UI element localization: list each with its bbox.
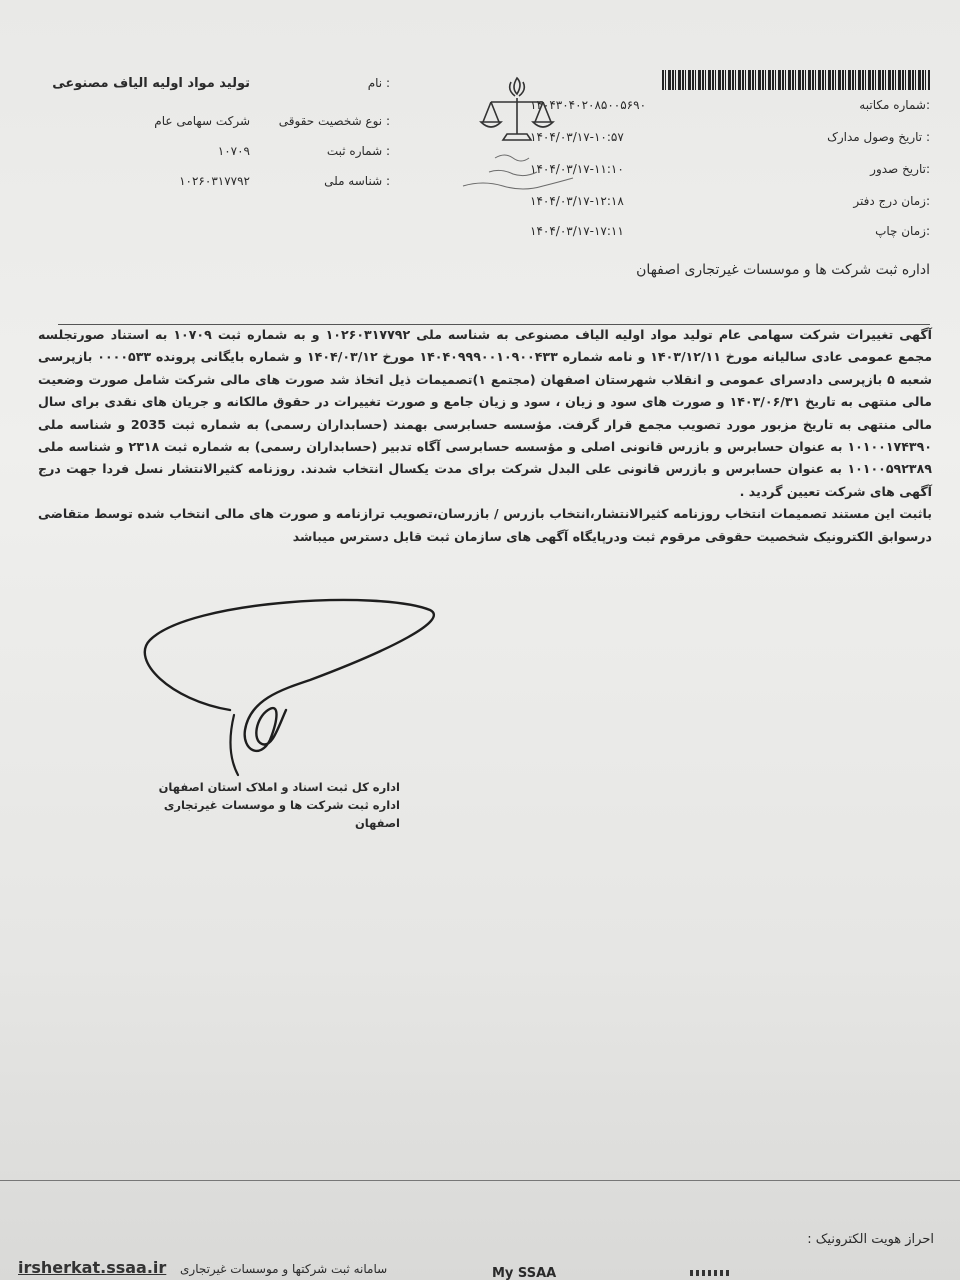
footer-url[interactable]: irsherkat.ssaa.ir — [18, 1258, 167, 1277]
meta-value: ۱۴۰۴۳۰۴۰۲۰۸۵۰۰۵۶۹۰ — [530, 98, 647, 112]
office-title: اداره ثبت شرکت ها و موسسات غیرتجاری اصفهان — [636, 262, 930, 278]
meta-value: ۱۴۰۴/۰۳/۱۷-۱۰:۵۷ — [530, 130, 624, 144]
meta-value: ۱۴۰۴/۰۳/۱۷-۱۷:۱۱ — [530, 224, 624, 238]
company-name: تولید مواد اولیه الیاف مصنوعی — [52, 76, 250, 91]
info-value: شرکت سهامی عام — [154, 114, 250, 128]
signature-line: اداره ثبت شرکت ها و موسسات غیرتجاری اصفهان — [163, 798, 400, 830]
info-row — [60, 174, 390, 196]
signature-block — [150, 778, 400, 832]
meta-label: شماره مکاتبه: — [859, 98, 930, 112]
footer-dots — [690, 1270, 730, 1276]
info-row — [60, 114, 390, 136]
footer-system-name: سامانه ثبت شرکتها و موسسات غیرتجاری — [180, 1262, 388, 1276]
info-row — [60, 144, 390, 166]
announcement-paragraph: آگهی تغییرات شرکت سهامی عام تولید مواد اولیه الیاف مصنوعی به شناسه ملی ۱۰۲۶۰۳۱۷۷۹۲ و به شماره ثبت ۱۰۷۰۹ به استناد صورتجلسه مجمع عمومی عادی سالیانه مورخ ۱۴۰۳/۱۲/۱۱ و نامه شماره ۱۴۰۴۰۹۹۹۰۰۱۰۹۰۰۴۳۳ مورخ ۱۴۰۴/۰۳/۱۲ و شماره بایگانی پرونده ۰۰۰۰۵۳۳ بازپرسی شعبه ۵ بازپرسی دادسرای عمومی و انقلاب شهرستان اصفهان (مجتمع ۱)تصمیمات ذیل اتخاذ شد صورت های مالی شرکت شامل صورت وضعیت مالی منتهی به تاریخ ۱۴۰۳/۰۶/۳۱ و صورت های سود و زیان ، سود و زیان جامع و صورت تغییرات در حقوق مالکانه و جریان های نقدی برای سال مالی منتهی به تاریخ مزبور مورد تصویب مجمع قرار گرفت. مؤسسه حسابرسی بهمند (حسابداران رسمی) به شماره ثبت 2035 و شناسه ملی ۱۰۱۰۰۱۷۴۳۹۰ به عنوان حسابرس و بازرس قانونی اصلی و مؤسسه حسابرسی آگاه تدبیر (حسابداران رسمی) به شماره ثبت ۲۳۱۸ و شناسه ملی ۱۰۱۰۰۵۹۲۳۸۹ به عنوان حسابرس و بازرس قانونی علی البدل شرکت برای مدت یکسال انتخاب شدند. روزنامه کثیرالانتشار نسل فردا جهت درج آگهی های شرکت تعیین گردید . — [38, 327, 933, 499]
meta-label: تاریخ صدور: — [870, 162, 930, 176]
info-value: ۱۰۲۶۰۳۱۷۷۹۲ — [179, 174, 250, 188]
signature-line: اداره کل ثبت اسناد و املاک استان اصفهان — [158, 780, 400, 794]
info-row — [52, 76, 390, 98]
signature — [130, 590, 450, 780]
iran-emblem-scales-icon — [455, 72, 605, 202]
meta-value: ۱۴۰۴/۰۳/۱۷-۱۱:۱۰ — [530, 162, 624, 176]
footer-brand: My SSAA — [492, 1266, 557, 1280]
info-label: شماره ثبت : — [326, 144, 390, 158]
footer-label: احراز هویت الکترونیک : — [807, 1232, 934, 1247]
emblem — [455, 72, 605, 202]
meta-label: زمان چاپ: — [875, 224, 930, 238]
meta-row — [530, 224, 930, 246]
footer-divider — [0, 1180, 960, 1181]
meta-value: ۱۴۰۴/۰۳/۱۷-۱۲:۱۸ — [530, 194, 624, 208]
info-label: نام : — [367, 76, 390, 90]
barcode — [662, 70, 930, 90]
info-value: ۱۰۷۰۹ — [217, 144, 250, 158]
info-label: شناسه ملی : — [324, 174, 390, 188]
meta-label: زمان درج دفتر: — [853, 194, 930, 208]
info-label: نوع شخصیت حقوقی : — [278, 114, 390, 128]
announcement-paragraph: باثبت این مستند تصمیمات انتخاب روزنامه کثیرالانتشار،انتخاب بازرس / بازرسان،تصویب ترازنامه و صورت های مالی انتخاب شده توسط متقاضی درسوابق الکترونیک شخصیت حقوقی مرقوم ثبت ودرپایگاه آگهی های سازمان ثبت قابل دسترس میباشد — [38, 506, 932, 544]
announcement-body — [38, 324, 932, 548]
meta-label: تاریخ وصول مدارک : — [827, 130, 930, 144]
